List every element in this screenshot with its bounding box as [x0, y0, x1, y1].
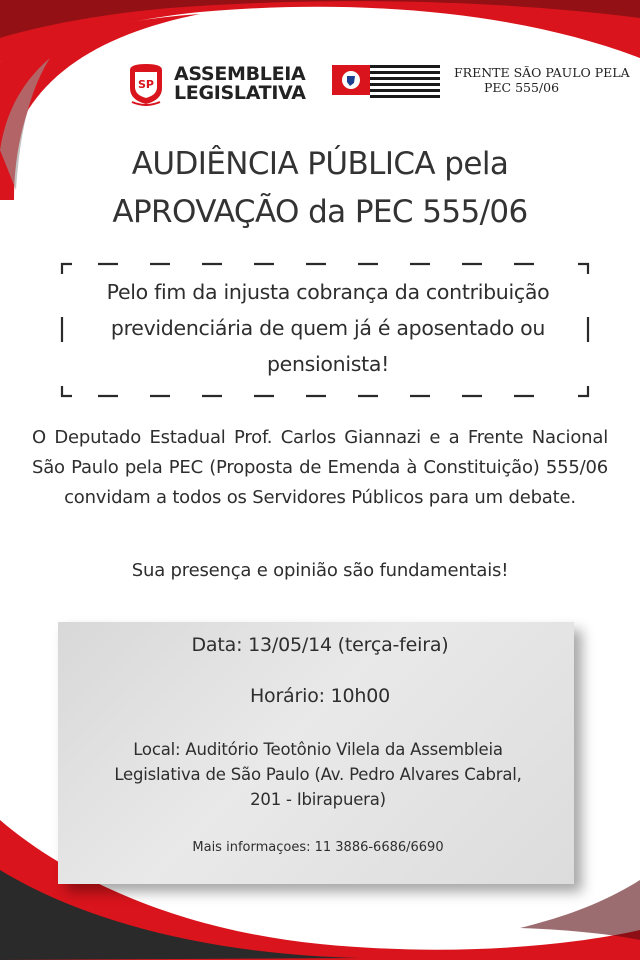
invitation-text: O Deputado Estadual Prof. Carlos Giannazi e a Frente Nacional São Paulo pela PEC (Proposta de Emenda à Constituição) 555/06 convidam a todos os Servidores Públicos para um debate. [32, 427, 608, 508]
location-line1: Local: Auditório Teotônio Vilela da Assembleia [133, 740, 503, 759]
frente-line1: FRENTE SÃO PAULO PELA [454, 65, 630, 80]
svg-text:SP: SP [138, 78, 154, 91]
assembleia-line1: ASSEMBLEIA [174, 63, 306, 85]
quote-line3: pensionista! [266, 352, 390, 376]
more-info: Mais informaçoes: 11 3886-6686/6690 [192, 840, 444, 855]
title-line1: AUDIÊNCIA PÚBLICA pela [131, 146, 509, 182]
location-line2: Legislativa de São Paulo (Av. Pedro Alvares Cabral, [114, 765, 522, 784]
frente-line2: PEC 555/06 [484, 80, 560, 95]
title-line2: APROVAÇÃO da PEC 555/06 [112, 194, 528, 230]
event-date: Data: 13/05/14 (terça-feira) [191, 634, 449, 656]
frente-logo [330, 63, 630, 101]
quote-line1: Pelo fim da injusta cobrança da contribuição [106, 280, 550, 304]
sp-coat-of-arms-icon [126, 62, 166, 106]
call-to-action: Sua presença e opinião são fundamentais! [131, 560, 509, 581]
quote-text [78, 274, 578, 382]
assembleia-logo [126, 62, 306, 106]
assembleia-line2: LEGISLATIVA [174, 82, 306, 104]
location-line3: 201 - Ibirapuera) [250, 790, 386, 809]
sao-paulo-flag-icon [330, 63, 442, 101]
event-time: Horário: 10h00 [249, 685, 391, 707]
event-location [58, 737, 578, 812]
page-title [0, 140, 640, 236]
quote-line2: previdenciária de quem já é aposentado ou [110, 316, 546, 340]
